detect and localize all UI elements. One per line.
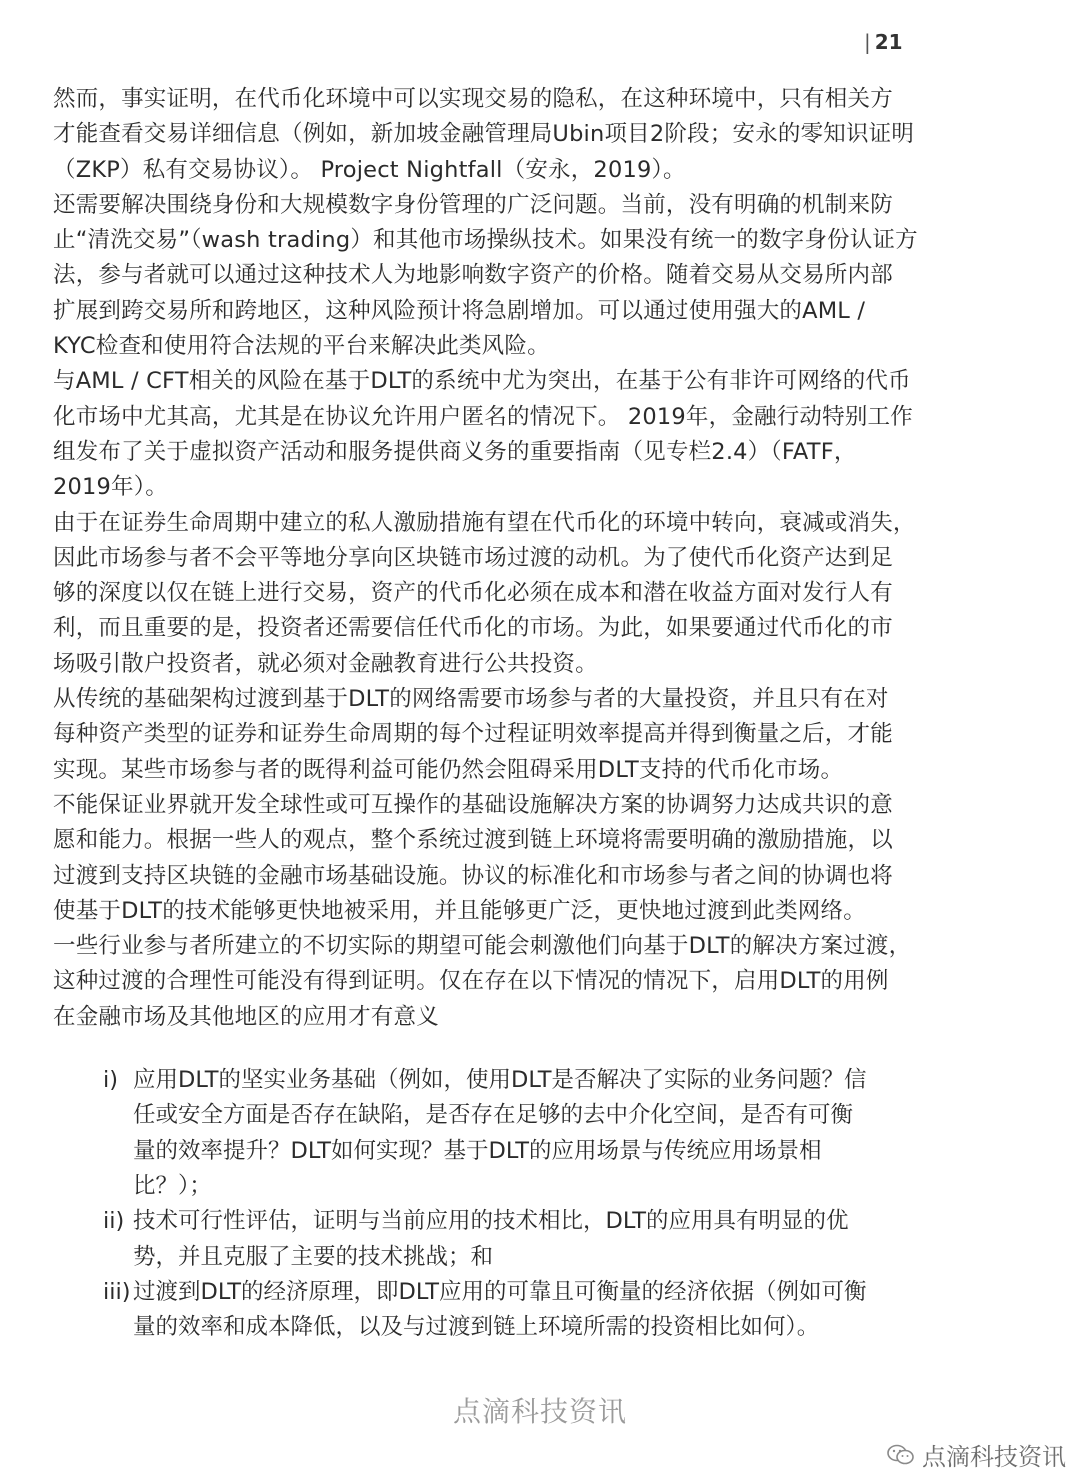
paragraph-line: 这种过渡的合理性可能没有得到证明。仅在存在以下情况的情况下，启用DLT的用例 xyxy=(53,968,889,995)
paragraph xyxy=(53,82,1023,188)
paragraph-line: 不能保证业界就开发全球性或可互操作的基础设施解决方案的协调努力达成共识的意 xyxy=(53,791,893,818)
list-item-text xyxy=(133,1204,1023,1275)
paragraph-line: 利，而且重要的是，投资者还需要信任代币化的市场。为此，如果要通过代币化的市 xyxy=(53,615,893,642)
paragraph xyxy=(53,364,1023,505)
list-item-text xyxy=(133,1063,1023,1204)
list-item-line: 技术可行性评估，证明与当前应用的技术相比，DLT的应用具有明显的优 xyxy=(133,1208,849,1235)
list-marker: iii) xyxy=(103,1278,131,1305)
paragraph xyxy=(53,506,1023,682)
list-item-line: 过渡到DLT的经济原理，即DLT应用的可靠且可衡量的经济依据（例如可衡 xyxy=(133,1278,867,1305)
paragraph-line: 实现。某些市场参与者的既得利益可能仍然会阻碍采用DLT支持的代币化市场。 xyxy=(53,756,844,783)
paragraph-line: 法，参与者就可以通过这种技术人为地影响数字资产的价格。随着交易从交易所内部 xyxy=(53,262,893,289)
page-number: | 21 xyxy=(864,30,903,54)
list-marker: i) xyxy=(103,1067,119,1094)
paragraph-line: 够的深度以仅在链上进行交易，资产的代币化必须在成本和潜在收益方面对发行人有 xyxy=(53,580,893,607)
paragraph xyxy=(53,929,1023,1035)
paragraph-line: 过渡到支持区块链的金融市场基础设施。协议的标准化和市场参与者之间的协调也将 xyxy=(53,862,893,889)
paragraph-line: 与AML / CFT相关的风险在基于DLT的系统中尤为突出，在基于公有非许可网络的代币 xyxy=(53,368,911,395)
list-item-line: 任或安全方面是否存在缺陷，是否存在足够的去中介化空间，是否有可衡 xyxy=(133,1102,854,1129)
paragraph-line: 从传统的基础架构过渡到基于DLT的网络需要市场参与者的大量投资，并且只有在对 xyxy=(53,686,889,713)
paragraph-line: 每种资产类型的证券和证券生命周期的每个过程证明效率提高并得到衡量之后，才能 xyxy=(53,721,893,748)
list-item-line: 量的效率提升？DLT如何实现？基于DLT的应用场景与传统应用场景相 xyxy=(133,1137,822,1164)
list-item-line: 势，并且克服了主要的技术挑战；和 xyxy=(133,1243,494,1270)
paragraph-line: 愿和能力。根据一些人的观点，整个系统过渡到链上环境将需要明确的激励措施，以 xyxy=(53,827,893,854)
watermark-text: 点滴科技资讯 xyxy=(922,1443,1066,1471)
paragraph-line: 还需要解决围绕身份和大规模数字身份管理的广泛问题。当前，没有明确的机制来防 xyxy=(53,191,893,218)
list-item-text xyxy=(133,1275,1023,1346)
paragraph-line: 止“清洗交易”（wash trading）和其他市场操纵技术。如果没有统一的数字身份认证方 xyxy=(53,227,918,254)
paragraph-line: 组发布了关于虚拟资产活动和服务提供商义务的重要指南（见专栏2.4）（FATF， xyxy=(53,438,857,465)
paragraph-line: 扩展到跨交易所和跨地区，这种风险预计将急剧增加。可以通过使用强大的AML / xyxy=(53,297,866,324)
wechat-icon xyxy=(886,1443,916,1467)
paragraph xyxy=(53,188,1023,364)
list-item-line: 应用DLT的坚实业务基础（例如，使用DLT是否解决了实际的业务问题？信 xyxy=(133,1067,867,1094)
page-number-value: 21 xyxy=(874,30,903,54)
paragraph-line: 使基于DLT的技术能够更快地被采用，并且能够更广泛，更快地过渡到此类网络。 xyxy=(53,897,866,924)
paragraph xyxy=(53,788,1023,929)
list-item xyxy=(103,1204,1023,1275)
paragraph-line: 场吸引散户投资者，就必须对金融教育进行公共投资。 xyxy=(53,650,598,677)
paragraph-line: 然而，事实证明，在代币化环境中可以实现交易的隐私，在这种环境中，只有相关方 xyxy=(53,86,893,112)
footer-brand: 点滴科技资讯 xyxy=(452,1395,627,1428)
paragraph-line: 化市场中尤其高，尤其是在协议允许用户匿名的情况下。 2019年，金融行动特别工作 xyxy=(53,403,913,430)
list-marker: ii) xyxy=(103,1208,125,1235)
list-item-line: 比？）； xyxy=(133,1172,212,1199)
paragraph xyxy=(53,682,1023,788)
watermark xyxy=(886,1437,1066,1472)
paragraph-line: （ZKP）私有交易协议）。 Project Nightfall（安永，2019）。 xyxy=(53,156,686,183)
paragraph-line: 一些行业参与者所建立的不切实际的期望可能会刺激他们向基于DLT的解决方案过渡， xyxy=(53,933,912,960)
paragraph-line: 在金融市场及其他地区的应用才有意义 xyxy=(53,1003,439,1030)
list-item xyxy=(103,1275,1023,1346)
requirements-list xyxy=(53,1063,1023,1345)
paragraph-line: 才能查看交易详细信息（例如，新加坡金融管理局Ubin项目2阶段；安永的零知识证明 xyxy=(53,121,915,148)
document-body xyxy=(53,82,1023,1345)
paragraph-line: KYC检查和使用符合法规的平台来解决此类风险。 xyxy=(53,333,550,360)
list-item xyxy=(103,1063,1023,1204)
list-item-line: 量的效率和成本降低，以及与过渡到链上环境所需的投资相比如何）。 xyxy=(133,1314,820,1341)
paragraph-line: 2019年）。 xyxy=(53,474,168,501)
paragraph-container xyxy=(53,82,1023,1035)
paragraph-line: 因此市场参与者不会平等地分享向区块链市场过渡的动机。为了使代币化资产达到足 xyxy=(53,544,893,571)
paragraph-line: 由于在证券生命周期中建立的私人激励措施有望在代币化的环境中转向，衰减或消失， xyxy=(53,509,916,536)
